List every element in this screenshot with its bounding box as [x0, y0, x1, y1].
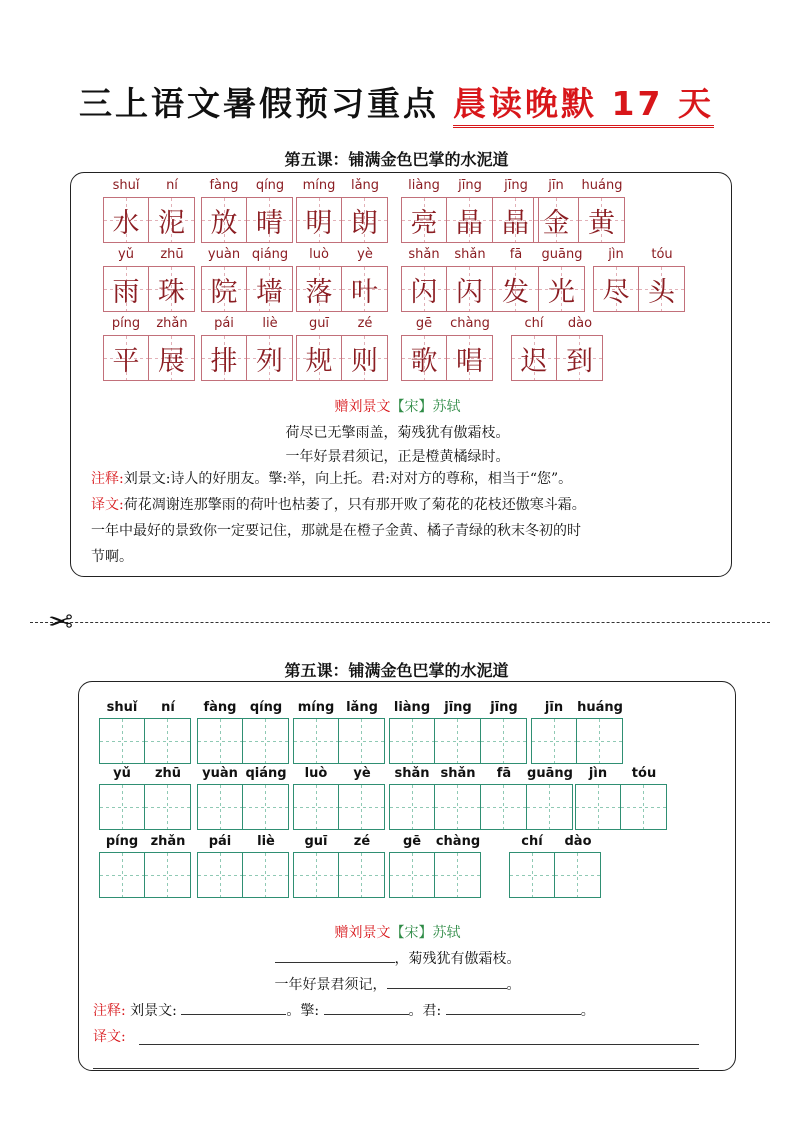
pinyin-label: huáng [577, 700, 623, 715]
character-cell [401, 197, 447, 243]
poem-title [1, 396, 793, 416]
word-group [201, 197, 293, 243]
writing-cell[interactable] [339, 784, 385, 830]
word-group [197, 784, 289, 830]
translation-line-2: 一年中最好的景致你一定要记住，那就是在橙子金黄、橘子青绿的秋末冬初的时 [91, 523, 581, 539]
character-cell [149, 197, 195, 243]
pinyin-label: lǎng [350, 178, 380, 193]
note-jun: 。君: [408, 1003, 442, 1019]
word-group [99, 718, 191, 764]
hanzi-character: 泥 [158, 207, 185, 239]
pinyin-label: zhū [154, 766, 182, 781]
writing-cell[interactable] [435, 784, 481, 830]
character-cell [342, 197, 388, 243]
hanzi-character: 尽 [602, 276, 630, 308]
word-group [293, 852, 385, 898]
pinyin-label: shuǐ [112, 178, 140, 193]
hanzi-character: 头 [648, 276, 675, 308]
pinyin-label: tóu [651, 247, 673, 262]
hanzi-character: 列 [256, 345, 283, 377]
pinyin-label: huáng [581, 178, 623, 193]
character-cell [103, 266, 149, 312]
pinyin-label: jìn [608, 247, 624, 262]
hanzi-character: 展 [158, 345, 185, 377]
word-group [103, 266, 195, 312]
pinyin-label: fā [496, 766, 512, 781]
word-group [389, 718, 527, 764]
poem-name: 赠刘景文 [334, 399, 391, 415]
hanzi-character: 闪 [410, 276, 438, 308]
hanzi-character: 闪 [456, 276, 483, 308]
writing-cell[interactable] [197, 852, 243, 898]
pinyin-label: qíng [255, 178, 285, 193]
character-cell [296, 266, 342, 312]
hanzi-character: 光 [548, 276, 575, 308]
pinyin-label: fā [509, 247, 523, 262]
character-cell [533, 197, 579, 243]
hanzi-character: 放 [210, 207, 238, 239]
word-group [401, 266, 585, 312]
title-main: 三上语文暑假预习重点 [79, 84, 440, 123]
title-highlight: 晨读晚默 17 天 [453, 84, 714, 128]
hanzi-character: 叶 [351, 276, 378, 308]
poem-blank-line-2-head: 一年好景君须记， [274, 977, 387, 993]
poem-dynasty-2: 【宋】 [390, 925, 433, 941]
word-group [533, 197, 625, 243]
poem-blank-line-1-text: ，菊残犹有傲霜枝。 [394, 951, 521, 967]
hanzi-character: 金 [542, 207, 570, 239]
pinyin-label: tóu [631, 766, 657, 781]
writing-cell[interactable] [531, 718, 577, 764]
writing-cell[interactable] [293, 718, 339, 764]
hanzi-character: 雨 [112, 276, 140, 308]
writing-cell[interactable] [575, 784, 621, 830]
pinyin-label: míng [297, 700, 335, 715]
word-group [296, 266, 388, 312]
writing-cell[interactable] [293, 784, 339, 830]
hanzi-character: 排 [210, 345, 238, 377]
poem-author-2: 苏轼 [432, 925, 461, 941]
writing-cell[interactable] [389, 852, 435, 898]
character-cell [201, 266, 247, 312]
pinyin-label: shǎn [440, 766, 476, 781]
pinyin-label: guāng [541, 247, 583, 262]
note-row [91, 467, 731, 491]
word-group [201, 335, 293, 381]
poem-blank-line-1 [1, 948, 793, 968]
pinyin-label: shǎn [394, 766, 430, 781]
writing-cell[interactable] [481, 718, 527, 764]
translation-blank-line-2[interactable] [93, 1068, 699, 1069]
translation-label: 译文: [91, 497, 124, 513]
pinyin-label: ní [166, 178, 178, 193]
note-qing: 。擎: [286, 1003, 320, 1019]
pinyin-label: jīng [458, 178, 482, 193]
word-group [509, 852, 601, 898]
character-cell [593, 266, 639, 312]
character-cell [201, 197, 247, 243]
blank-field[interactable] [387, 974, 507, 989]
poem-blank-line-2-tail: 。 [506, 977, 521, 993]
pinyin-label: yǔ [113, 766, 131, 781]
writing-cell[interactable] [435, 718, 481, 764]
pinyin-label: yuàn [202, 766, 238, 781]
pinyin-label: jīng [504, 178, 528, 193]
character-cell [447, 266, 493, 312]
hanzi-character: 明 [305, 207, 333, 239]
hanzi-character: 朗 [351, 207, 378, 239]
writing-cell[interactable] [243, 718, 289, 764]
pinyin-label: qiáng [245, 766, 287, 781]
writing-cell[interactable] [389, 718, 435, 764]
writing-cell[interactable] [99, 718, 145, 764]
writing-cell[interactable] [197, 784, 243, 830]
pinyin-label: yè [357, 247, 373, 262]
writing-cell[interactable] [527, 784, 573, 830]
hanzi-character: 晶 [502, 207, 529, 239]
writing-cell[interactable] [145, 784, 191, 830]
word-group [593, 266, 685, 312]
pinyin-label: luò [309, 247, 329, 262]
pinyin-label: dào [564, 834, 592, 849]
character-cell [296, 335, 342, 381]
pinyin-label: zé [357, 316, 373, 331]
hanzi-character: 黄 [588, 207, 615, 239]
pinyin-label: qiáng [251, 247, 289, 262]
poem-line-2: 一年好景君须记，正是橙黄橘绿时。 [285, 449, 510, 465]
hanzi-character: 晶 [456, 207, 483, 239]
character-cell [539, 266, 585, 312]
answer-panel [70, 172, 732, 577]
pinyin-label: liè [262, 316, 278, 331]
word-group [99, 784, 191, 830]
hanzi-character: 院 [210, 276, 238, 308]
blank-field[interactable] [324, 1000, 409, 1015]
hanzi-character: 水 [112, 207, 140, 239]
pinyin-label: zé [353, 834, 371, 849]
pinyin-label: chàng [435, 834, 481, 849]
writing-cell[interactable] [145, 852, 191, 898]
pinyin-label: fàng [203, 700, 237, 715]
pinyin-label: míng [302, 178, 336, 193]
pinyin-label: shǎn [454, 247, 486, 262]
hanzi-character: 晴 [256, 207, 283, 239]
writing-cell[interactable] [197, 718, 243, 764]
word-group [103, 335, 195, 381]
pinyin-label: zhǎn [150, 834, 186, 849]
pinyin-label: jīng [444, 700, 472, 715]
hanzi-character: 唱 [456, 345, 483, 377]
pinyin-label: chí [521, 834, 543, 849]
writing-cell[interactable] [243, 852, 289, 898]
translation-label-2: 译文: [93, 1029, 126, 1045]
pinyin-label: píng [111, 316, 141, 331]
character-cell [447, 335, 493, 381]
character-cell [296, 197, 342, 243]
poem-title-2 [1, 922, 793, 942]
writing-cell[interactable] [99, 852, 145, 898]
word-group [575, 784, 667, 830]
poem-dynasty: 【宋】 [390, 399, 433, 415]
word-group [531, 718, 623, 764]
note-blank-row [93, 999, 723, 1023]
pinyin-label: guī [304, 834, 328, 849]
pinyin-label: guī [308, 316, 330, 331]
pinyin-label: jìn [588, 766, 608, 781]
writing-cell[interactable] [621, 784, 667, 830]
poem-blank-line-2 [1, 974, 793, 994]
word-group [293, 784, 385, 830]
pinyin-label: jīn [548, 178, 564, 193]
pinyin-label: jīn [544, 700, 564, 715]
pinyin-label: jīng [490, 700, 518, 715]
hanzi-character: 则 [351, 345, 378, 377]
writing-cell[interactable] [145, 718, 191, 764]
writing-cell[interactable] [99, 784, 145, 830]
blank-field[interactable] [446, 1000, 581, 1015]
writing-cell[interactable] [339, 718, 385, 764]
hanzi-character: 迟 [520, 345, 548, 377]
writing-cell[interactable] [243, 784, 289, 830]
pinyin-label: fàng [209, 178, 239, 193]
pinyin-label: zhū [160, 247, 184, 262]
writing-cell[interactable] [509, 852, 555, 898]
word-group [389, 784, 573, 830]
page-title [0, 78, 793, 125]
character-cell [557, 335, 603, 381]
character-cell [103, 335, 149, 381]
writing-cell[interactable] [389, 784, 435, 830]
pinyin-label: shǎn [408, 247, 440, 262]
character-cell [201, 335, 247, 381]
character-cell [247, 266, 293, 312]
word-group [197, 852, 289, 898]
character-cell [247, 335, 293, 381]
pinyin-label: píng [105, 834, 139, 849]
pinyin-label: liàng [393, 700, 431, 715]
scissors-icon: ✂ [48, 605, 74, 640]
word-group [389, 852, 481, 898]
pinyin-label: luò [304, 766, 328, 781]
poem-author: 苏轼 [432, 399, 461, 415]
hanzi-character: 亮 [410, 207, 438, 239]
blank-field[interactable] [275, 948, 395, 963]
hanzi-character: 到 [566, 345, 593, 377]
character-cell [401, 266, 447, 312]
pinyin-label: shuǐ [106, 700, 138, 715]
hanzi-character: 平 [112, 345, 140, 377]
pinyin-label: lǎng [346, 700, 378, 715]
character-cell [493, 266, 539, 312]
pinyin-label: liàng [408, 178, 440, 193]
character-cell [639, 266, 685, 312]
character-cell [103, 197, 149, 243]
character-cell [342, 266, 388, 312]
hanzi-character: 歌 [410, 345, 438, 377]
word-group [296, 197, 388, 243]
pinyin-label: pái [208, 834, 232, 849]
pinyin-label: gē [402, 834, 422, 849]
pinyin-label: ní [161, 700, 175, 715]
character-cell [579, 197, 625, 243]
character-cell [149, 335, 195, 381]
cut-line [30, 622, 770, 623]
character-cell [149, 266, 195, 312]
pinyin-label: chí [524, 316, 544, 331]
hanzi-character: 落 [305, 276, 333, 308]
hanzi-character: 发 [502, 276, 529, 308]
translation-line-1: 荷花凋谢连那擎雨的荷叶也枯萎了，只有那开败了菊花的花枝还傲寒斗霜。 [123, 497, 586, 513]
lesson-title: 第五课：铺满金色巴掌的水泥道 [284, 150, 509, 169]
translation-blank-line-1[interactable] [139, 1044, 699, 1045]
poem-line-1: 荷尽已无擎雨盖，菊残犹有傲霜枝。 [285, 425, 510, 441]
writing-cell[interactable] [577, 718, 623, 764]
word-group [511, 335, 603, 381]
word-group [99, 852, 191, 898]
note-label-2: 注释: [93, 1003, 126, 1019]
pinyin-label: yuàn [207, 247, 241, 262]
writing-cell[interactable] [339, 852, 385, 898]
word-group [197, 718, 289, 764]
hanzi-character: 珠 [158, 276, 185, 308]
word-group [296, 335, 388, 381]
character-cell [511, 335, 557, 381]
character-cell [401, 335, 447, 381]
word-group [401, 197, 539, 243]
hanzi-character: 规 [305, 345, 333, 377]
pinyin-label: qíng [249, 700, 283, 715]
practice-panel [78, 681, 736, 1071]
pinyin-label: gē [415, 316, 433, 331]
pinyin-label: zhǎn [156, 316, 188, 331]
note-end: 。 [580, 1003, 595, 1019]
hanzi-character: 墙 [256, 276, 283, 308]
translation-blank-row [93, 1025, 723, 1049]
translation-row [91, 493, 731, 517]
pinyin-label: liè [257, 834, 275, 849]
pinyin-label: yè [353, 766, 371, 781]
note-label: 注释: [91, 471, 124, 487]
writing-cell[interactable] [293, 852, 339, 898]
word-group [293, 718, 385, 764]
character-cell [247, 197, 293, 243]
word-group [401, 335, 493, 381]
pinyin-label: yǔ [118, 247, 134, 262]
character-cell [447, 197, 493, 243]
word-group [103, 197, 195, 243]
writing-cell[interactable] [555, 852, 601, 898]
blank-field[interactable] [181, 1000, 286, 1015]
note-liu: 刘景文: [130, 1003, 177, 1019]
note-text: 刘景文:诗人的好朋友。擎:举，向上托。君:对对方的尊称，相当于“您”。 [123, 471, 573, 487]
character-cell [342, 335, 388, 381]
pinyin-label: chàng [450, 316, 490, 331]
pinyin-label: guāng [527, 766, 573, 781]
translation-line-3: 节啊。 [91, 549, 133, 565]
writing-cell[interactable] [481, 784, 527, 830]
poem-name-2: 赠刘景文 [334, 925, 391, 941]
pinyin-label: pái [214, 316, 234, 331]
writing-cell[interactable] [435, 852, 481, 898]
word-group [201, 266, 293, 312]
pinyin-label: dào [567, 316, 593, 331]
lesson-title-2: 第五课：铺满金色巴掌的水泥道 [284, 661, 509, 680]
